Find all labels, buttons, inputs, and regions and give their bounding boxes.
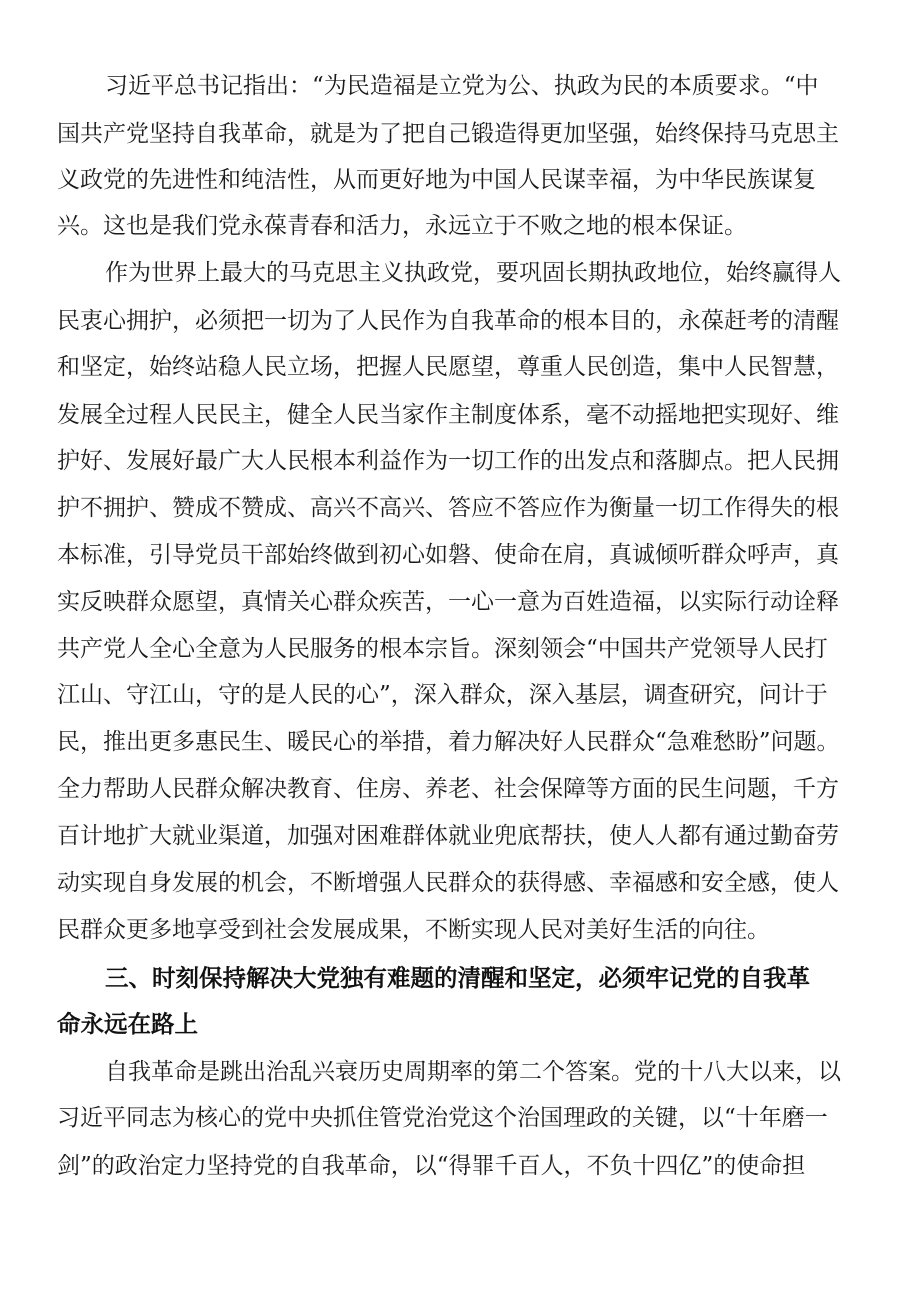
paragraph-2-line-8: 实反映群众愿望，真情关心群众疾苦，一心一意为百姓造福，以实际行动诠释 bbox=[57, 589, 839, 615]
paragraph-2-line-14: 动实现自身发展的机会，不断增强人民群众的获得感、幸福感和安全感，使人 bbox=[57, 870, 839, 896]
paragraph-2-line-11: 民，推出更多惠民生、暖民心的举措，着力解决好人民群众“急难愁盼”问题。 bbox=[57, 729, 840, 755]
paragraph-2-line-2: 民衷心拥护，必须把一切为了人民作为自我革命的根本目的，永葆赶考的清醒 bbox=[57, 308, 839, 334]
paragraph-2-line-5: 护好、发展好最广大人民根本利益作为一切工作的出发点和落脚点。把人民拥 bbox=[57, 448, 839, 474]
paragraph-2-line-1: 作为世界上最大的马克思主义执政党，要巩固长期执政地位，始终赢得人 bbox=[105, 260, 841, 286]
paragraph-1-line-2: 国共产党坚持自我革命，就是为了把自己锻造得更加坚强，始终保持马克思主 bbox=[57, 121, 839, 147]
paragraph-2-line-10: 江山、守江山，守的是人民的心”，深入群众，深入基层，调查研究，问计于 bbox=[57, 682, 828, 708]
paragraph-2-line-3: 和坚定，始终站稳人民立场，把握人民愿望，尊重人民创造，集中人民智慧， bbox=[57, 354, 839, 380]
paragraph-3-line-3: 剑”的政治定力坚持党的自我革命，以“得罪千百人，不负十四亿”的使命担 bbox=[57, 1153, 806, 1179]
paragraph-3-line-2: 习近平同志为核心的党中央抓住管党治党这个治国理政的关键，以“十年磨一 bbox=[57, 1105, 828, 1131]
paragraph-1-line-4: 兴。这也是我们党永葆青春和活力，永远立于不败之地的根本保证。 bbox=[57, 213, 747, 239]
paragraph-1-line-1: 习近平总书记指出：“为民造福是立党为公、执政为民的本质要求。“中 bbox=[105, 73, 819, 99]
paragraph-2-line-6: 护不拥护、赞成不赞成、高兴不高兴、答应不答应作为衡量一切工作得失的根 bbox=[57, 495, 839, 521]
paragraph-2-line-13: 百计地扩大就业渠道，加强对困难群体就业兜底帮扶，使人人都有通过勤奋劳 bbox=[57, 823, 839, 849]
paragraph-2-line-12: 全力帮助人民群众解决教育、住房、养老、社会保障等方面的民生问题，千方 bbox=[57, 776, 839, 802]
section-heading-line-1: 三、时刻保持解决大党独有难题的清醒和坚定，必须牢记党的自我革 bbox=[105, 964, 810, 992]
paragraph-2-line-4: 发展全过程人民民主，健全人民当家作主制度体系，毫不动摇地把实现好、维 bbox=[57, 402, 839, 428]
section-heading-line-2: 命永远在路上 bbox=[57, 1010, 198, 1038]
paragraph-2-line-9: 共产党人全心全意为人民服务的根本宗旨。深刻领会“中国共产党领导人民打 bbox=[57, 636, 828, 662]
paragraph-1-line-3: 义政党的先进性和纯洁性，从而更好地为中国人民谋幸福，为中华民族谋复 bbox=[57, 167, 816, 193]
paragraph-2-line-7: 本标准，引导党员干部始终做到初心如磐、使命在肩，真诚倾听群众呼声，真 bbox=[57, 542, 839, 568]
paragraph-2-line-15: 民群众更多地享受到社会发展成果，不断实现人民对美好生活的向往。 bbox=[57, 917, 770, 943]
paragraph-3-line-1: 自我革命是跳出治乱兴衰历史周期率的第二个答案。党的十八大以来，以 bbox=[105, 1059, 841, 1085]
